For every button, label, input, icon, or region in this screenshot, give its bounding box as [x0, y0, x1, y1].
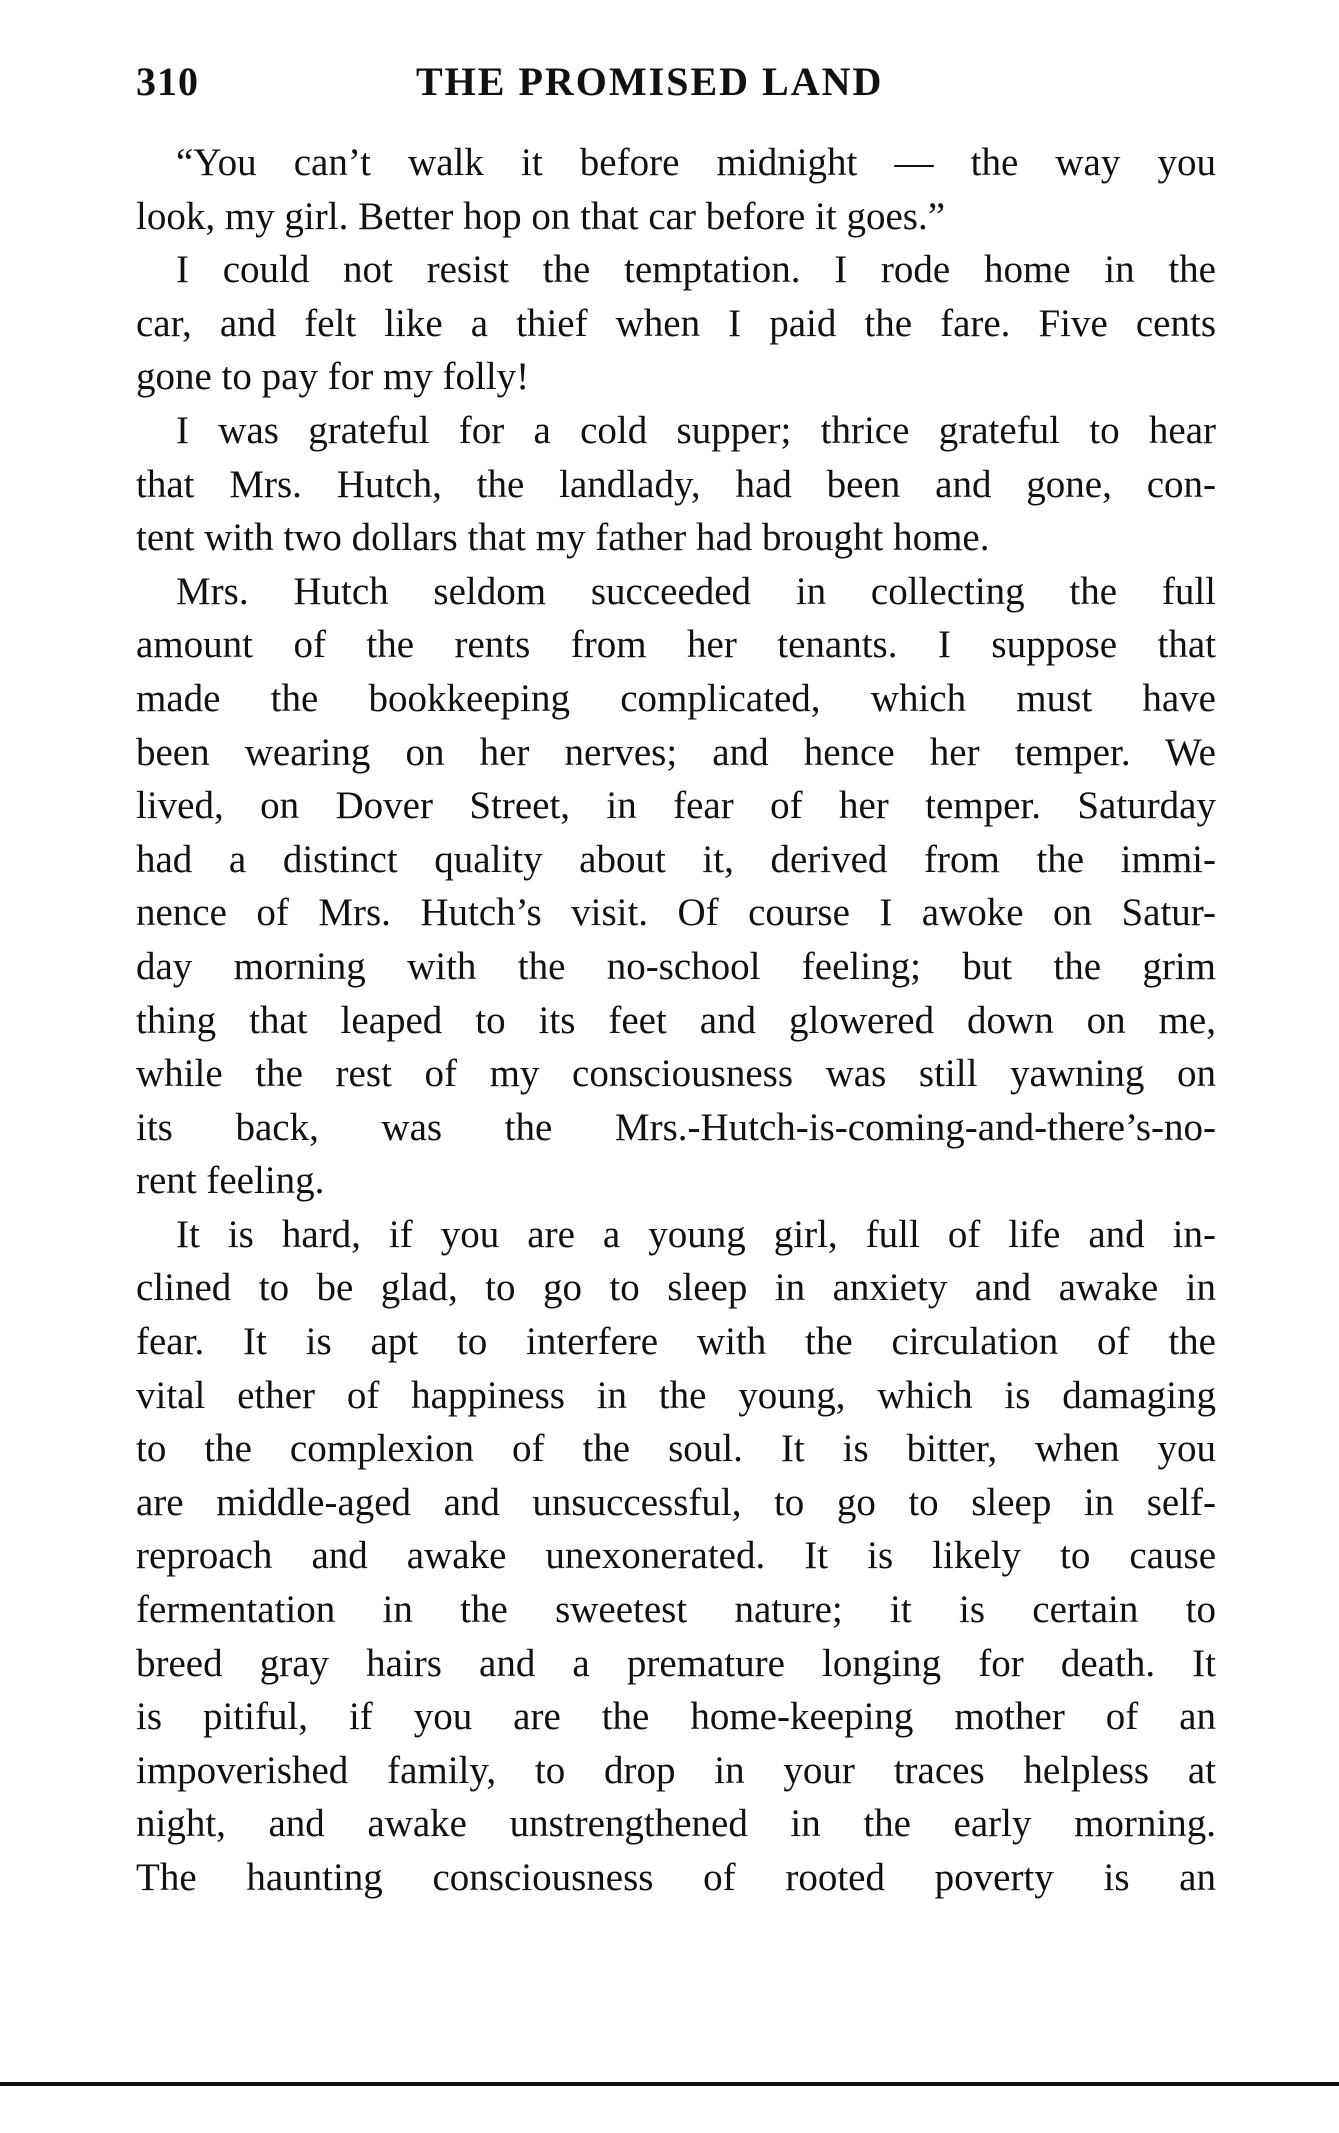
text-line: “You can’t walk it before midnight — the way you: [176, 141, 1216, 184]
text-line: The haunting consciousness of rooted poverty is an: [136, 1856, 1216, 1899]
text-line: been wearing on her nerves; and hence her temper. We: [136, 730, 1216, 774]
text-line: breed gray hairs and a premature longing for death. It: [136, 1641, 1216, 1685]
text-line: amount of the rents from her tenants. I suppose that: [136, 623, 1216, 667]
text-line: look, my girl. Better hop on that car before it goes.”: [136, 194, 946, 238]
text-line: impoverished family, to drop in your traces helpless at: [136, 1748, 1216, 1792]
text-line: had a distinct quality about it, derived from the immi-: [136, 837, 1216, 881]
text-line: fermentation in the sweetest nature; it is certain to: [136, 1588, 1216, 1632]
running-title: THE PROMISED LAND: [416, 59, 884, 104]
text-line: clined to be glad, to go to sleep in anxiety and awake in: [136, 1266, 1216, 1310]
text-line: It is hard, if you are a young girl, full of life and in-: [176, 1212, 1216, 1256]
text-line: I was grateful for a cold supper; thrice grateful to hear: [176, 408, 1216, 452]
body-text: [136, 136, 1216, 1905]
text-line: Mrs. Hutch seldom succeeded in collecting the full: [176, 569, 1216, 613]
text-line: nence of Mrs. Hutch’s visit. Of course I awoke on Satur-: [136, 891, 1216, 935]
bottom-rule: [0, 2082, 1339, 2086]
text-line: vital ether of happiness in the young, which is damaging: [136, 1373, 1216, 1417]
text-line: car, and felt like a thief when I paid the fare. Five cents: [136, 301, 1216, 345]
text-line: are middle-aged and unsuccessful, to go to sleep in self-: [136, 1480, 1216, 1524]
text-line: rent feeling.: [136, 1159, 325, 1203]
text-line: that Mrs. Hutch, the landlady, had been and gone, con-: [136, 462, 1216, 506]
text-line: its back, was the Mrs.-Hutch-is-coming-and-there’s-no-: [136, 1105, 1216, 1149]
text-line: reproach and awake unexonerated. It is likely to cause: [136, 1534, 1216, 1578]
text-line: while the rest of my consciousness was still yawning on: [136, 1052, 1216, 1096]
text-line: day morning with the no-school feeling; but the grim: [136, 944, 1216, 988]
text-line: night, and awake unstrengthened in the early morning.: [136, 1802, 1216, 1846]
text-line: lived, on Dover Street, in fear of her temper. Saturday: [136, 784, 1216, 828]
page-header: [136, 58, 1216, 108]
text-line: thing that leaped to its feet and glowered down on me,: [136, 998, 1216, 1042]
text-line: to the complexion of the soul. It is bitter, when you: [136, 1427, 1216, 1471]
text-line: made the bookkeeping complicated, which must have: [136, 676, 1216, 720]
text-line: fear. It is apt to interfere with the circulation of the: [136, 1320, 1216, 1364]
text-line: gone to pay for my folly!: [136, 355, 530, 399]
page-number: 310: [136, 59, 199, 104]
text-line: is pitiful, if you are the home-keeping mother of an: [136, 1695, 1216, 1739]
text-line: tent with two dollars that my father had brought home.: [136, 516, 990, 560]
text-line: I could not resist the temptation. I rode home in the: [176, 248, 1216, 292]
